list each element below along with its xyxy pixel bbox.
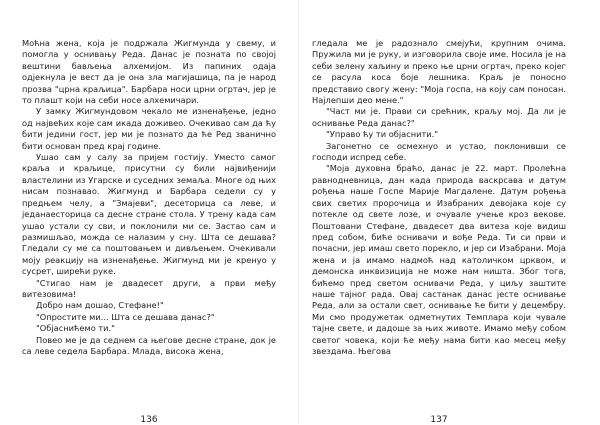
paragraph: гледала ме је радознало смејући, крупним очима. Пружила ми је руку, и изговорила своје име. Носила је на себи зелену хаљину и преко ње црни огртач, преко којег се расула коса боје лешника. Краљ је поносно представио свогу жену: "Моја госпа, на коју сам поносан. Најлепши део мене." bbox=[312, 38, 566, 106]
paragraph: "Управо ћу ти објаснити." bbox=[326, 129, 439, 140]
right-page-body bbox=[312, 38, 566, 357]
left-page bbox=[22, 38, 276, 424]
paragraph: "Објаснићемо ти." bbox=[36, 323, 115, 334]
page-number: 137 bbox=[430, 415, 448, 425]
paragraph: Ушао сам у салу за пријем гостију. Уместо самог краља и краљице, присутни су били највиђенији властелини из Угарске и суседних земаља. Многе од њих нисам познавао. Жигмунд и Барбара седели су у предњем челу, а "Змајеви", десеторица са леве, и једанаесторица са десне стране стола. У трену када сам ушао устали су сви, и поклонили ми се. Застао сам и размишљао, можда се налазим у сну. Шта се дешава? Гледали су ме са поштовањем и дивљењем. Очекивали мoју реакцију на изненађење. Жигмунд ми је кренуо у сусрет, ширећи руке. bbox=[22, 152, 276, 277]
paragraph: У замку Жигмундовом чекало ме изненађење, једно од највећих које сам икада доживео. Очекивао сам да ћу бити једини гост, јер ми је познато да ће Ред званично бити основан пред крај године. bbox=[22, 106, 276, 151]
paragraph: "Опростите ми... Шта се дешава данас?" bbox=[36, 311, 215, 322]
paragraph: Моћна жена, која је подржала Жигмунда у свему, и помогла у оснивању Реда. Данас је позната по својој вештини бављења алхемијом. Из папиних одаја одјекнула је вест да је она зла магијашица, па је народ прозва "црна краљица". Барбара носи црни огртач, јер је то плашт који на себи носе алхемичари. bbox=[22, 38, 276, 106]
right-page bbox=[312, 38, 566, 424]
paragraph: "Част ми је. Прави си срећник, краљу мој. Да ли је оснивање Реда данас?" bbox=[312, 106, 566, 128]
paragraph: Добро нам дошао, Стефане!" bbox=[36, 300, 164, 311]
paragraph: Загонетно се осмехнуо и устао, поклонивши се господи испред себе. bbox=[312, 140, 566, 163]
paragraph: "Моја духовна браћо, данас је 22. март. Пролећна равнодневница, дан када природа васкрсава и датум рођења наше Госпе Марије Магдалене. Датум рођења свих светих пророчица и Изабраних девојака које су потекле од свете лозе, и очувале учење кроз векове. Поштовани Стефане, двадесет два витеза које видиш пред собом, биће оснивачи и вође Реда. Ти си први и почасни, јер имаш свето порекло, и јер си Изабрани. Моја жена и ја имамо надмоћ над католичком црквом, и демонска инквизиција не може нам ништа. Због тога, бићемо пред светом оснивачи Реда, у циљу заштите наше тајног рада. Овај састанак данас јесте оснивање Реда, али за остали свет, оснивање ће бити у децембру. Ми смо продужетак одметнутих Темплара који чувале тајне свете, и дадоше за њих животе. Имамо међу собом светог човека, који ће међу нама бити као месец међу звездама. Његова bbox=[312, 163, 566, 356]
left-page-body bbox=[22, 38, 276, 357]
paragraph: "Стигао нам је двадесет други, а први међу витезовима! bbox=[22, 277, 276, 299]
book-gutter bbox=[298, 0, 299, 424]
page-number: 136 bbox=[140, 415, 158, 425]
paragraph: Повео ме је да седнем са његове десне стране, док је са леве седела Барбара. Млада, висока жена, bbox=[22, 334, 276, 356]
